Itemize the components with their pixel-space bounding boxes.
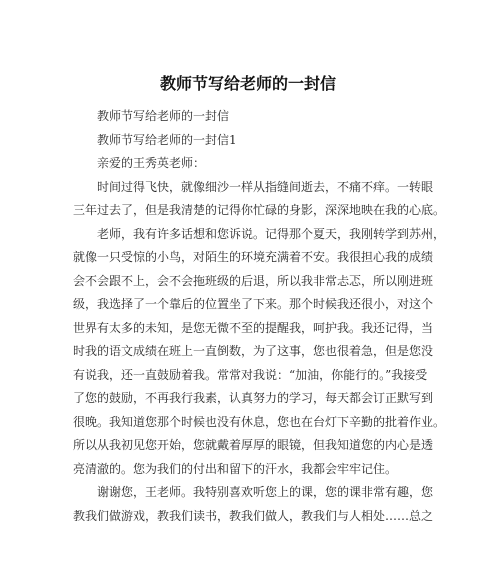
body-line: 时间过得飞快，就像细沙一样从指缝间逝去，不痛不痒。一转眼 — [97, 179, 434, 194]
body-line: 会不会跟不上，会不会拖班级的后退，所以我非常忐忑，所以刚进班 — [73, 273, 434, 288]
body-line: 教师节写给老师的一封信1 — [97, 132, 237, 147]
body-line: 世界有太多的未知，是您无微不至的提醒我，呵护我。我还记得，当 — [73, 320, 434, 335]
body-line: 级，我选择了一个靠后的位置坐了下来。那个时候我还很小，对这个 — [73, 297, 434, 311]
body-line: 教我们做游戏，教我们读书，教我们做人，教我们与人相处……总之 — [73, 508, 434, 523]
body-line: 时我的语文成绩在班上一直倒数，为了这事，您也很着急，但是您没 — [73, 344, 434, 358]
body-line: 三年过去了，但是我清楚的记得你忙碌的身影，深深地映在我的心底。 — [73, 203, 446, 217]
body-line: 所以从我初见您开始，您就戴着厚厚的眼镜，但我知道您的内心是透 — [73, 438, 434, 452]
body-line: 谢谢您，王老师。我特别喜欢听您上的课，您的课非常有趣，您 — [97, 485, 434, 499]
body-line: 教师节写给老师的一封信 — [97, 109, 230, 123]
body-line: 老师，我有许多话想和您诉说。记得那个夏天，我刚转学到苏州， — [97, 226, 446, 241]
body-line: 很晚。我知道您那个时候也没有休息，您也在台灯下辛勤的批着作业。 — [73, 414, 446, 429]
body-line: 亮清澈的。您为我们的付出和留下的汗水，我都会牢牢记住。 — [73, 461, 398, 476]
body-line: 了您的鼓励，不再我行我素，认真努力的学习，每天都会订正默写到 — [73, 391, 434, 405]
document-title: 教师节写给老师的一封信 — [159, 74, 336, 93]
body-line: 有说我，还一直鼓励着我。常常对我说：“加油，你能行的。”我接受 — [73, 367, 428, 382]
body-line: 就像一只受惊的小鸟，对陌生的环境充满着不安。我很担心我的成绩 — [73, 250, 434, 264]
body-line: 亲爱的王秀英老师： — [97, 156, 206, 170]
document-body — [73, 105, 446, 528]
